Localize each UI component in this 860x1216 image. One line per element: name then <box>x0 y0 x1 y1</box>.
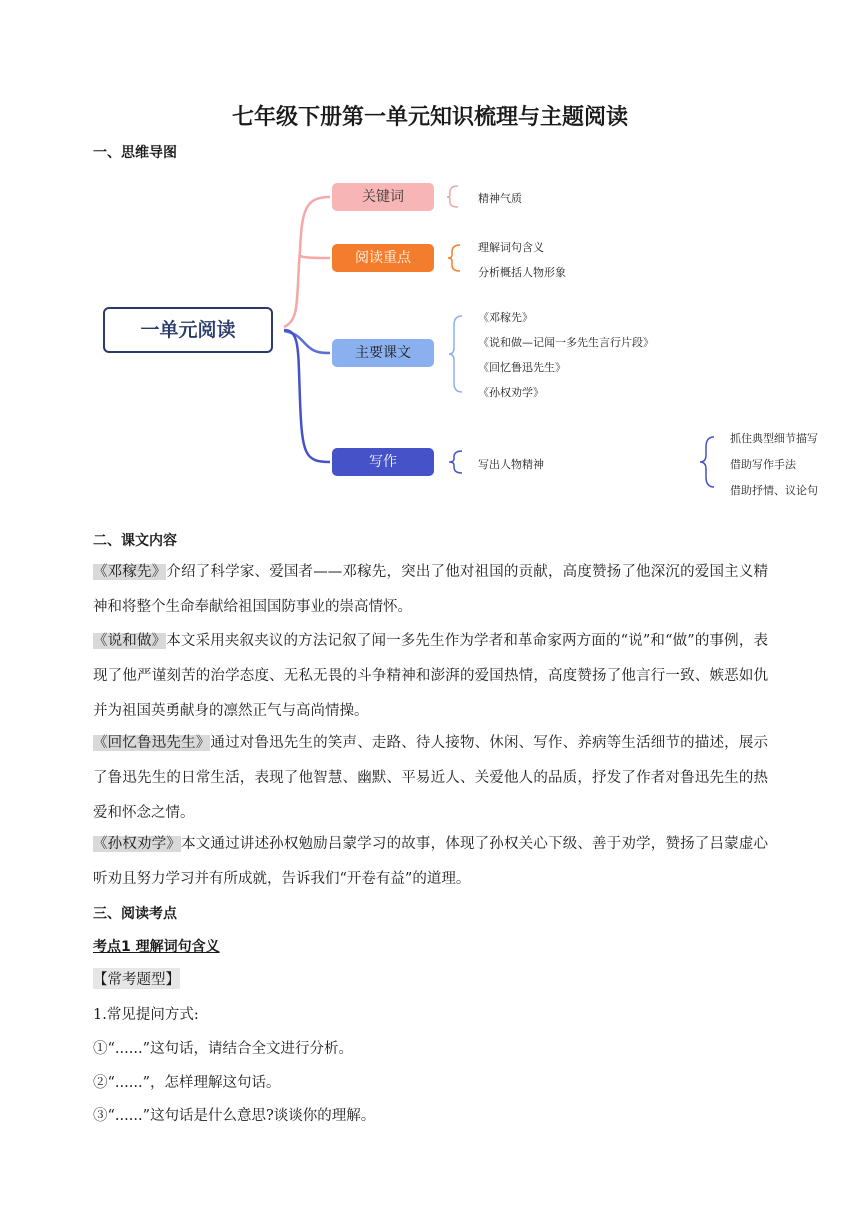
common-question-types: 【常考题型】 <box>93 968 180 989</box>
exam-point-1: 考点1 理解词句含义 <box>93 939 220 955</box>
text-title: 《邓稼先》 <box>93 564 167 580</box>
section-heading-mindmap: 一、思维导图 <box>93 145 177 161</box>
leaf-text: 《邓稼先》 <box>478 311 533 324</box>
branch-keywords: 关键词 <box>332 183 434 211</box>
subleaf-text: 借助抒情、议论句 <box>730 484 818 497</box>
text-summary-1 <box>93 555 768 625</box>
leaf-text: 理解词句含义 <box>478 241 544 254</box>
branch-writing: 写作 <box>332 448 434 476</box>
text-body: 通过对鲁迅先生的笑声、走路、待人接物、休闲、写作、养病等生活细节的描述，展示了鲁迅先生的日常生活，表现了他智慧、幽默、平易近人、关爱他人的品质，抒发了作者对鲁迅先生的热爱和怀念之情。 <box>93 735 768 821</box>
text-summary-3 <box>93 726 768 831</box>
text-summary-4 <box>93 827 768 897</box>
leaf-text: 《回忆鲁迅先生》 <box>478 361 566 374</box>
leaf-text: 《孙权劝学》 <box>478 386 544 399</box>
question-item: ②“......”，怎样理解这句话。 <box>93 1075 281 1091</box>
mind-map <box>0 170 860 510</box>
leaf-text: 写出人物精神 <box>478 458 544 471</box>
text-summary-2 <box>93 624 768 729</box>
leaf-text: 分析概括人物形象 <box>478 266 566 279</box>
subleaf-text: 抓住典型细节描写 <box>730 432 818 445</box>
text-body: 介绍了科学家、爱国者——邓稼先，突出了他对祖国的贡献，高度赞扬了他深沉的爱国主义精神和将整个生命奉献给祖国国防事业的崇高情怀。 <box>93 564 769 615</box>
question-item: ③“......”这句话是什么意思?谈谈你的理解。 <box>93 1108 376 1124</box>
subleaf-text: 借助写作手法 <box>730 458 796 471</box>
question-intro: 1.常见提问方式: <box>93 1007 199 1023</box>
branch-main-texts: 主要课文 <box>332 339 434 367</box>
text-body: 本文采用夹叙夹议的方法记叙了闻一多先生作为学者和革命家两方面的“说”和“做”的事例，表现了他严谨刻苦的治学态度、无私无畏的斗争精神和澎湃的爱国热情，高度赞扬了他言行一致、嫉恶如仇并为祖国英勇献身的凛然正气与高尚情操。 <box>93 633 768 719</box>
leaf-text: 精神气质 <box>478 192 522 205</box>
page-title: 七年级下册第一单元知识梳理与主题阅读 <box>231 105 628 130</box>
text-title: 《说和做》 <box>93 633 167 649</box>
section-heading-exam-points: 三、阅读考点 <box>93 906 177 922</box>
text-body: 本文通过讲述孙权勉励吕蒙学习的故事，体现了孙权关心下级、善于劝学，赞扬了吕蒙虚心听劝且努力学习并有所成就，告诉我们“开卷有益”的道理。 <box>93 836 769 887</box>
text-title: 《孙权劝学》 <box>93 836 182 852</box>
section-heading-texts: 二、课文内容 <box>93 533 177 549</box>
text-title: 《回忆鲁迅先生》 <box>93 735 211 751</box>
branch-reading-focus: 阅读重点 <box>332 244 434 272</box>
leaf-text: 《说和做—记闻一多先生言行片段》 <box>478 336 654 349</box>
question-item: ①“......”这句话，请结合全文进行分析。 <box>93 1041 353 1057</box>
mind-map-root: 一单元阅读 <box>103 307 273 353</box>
